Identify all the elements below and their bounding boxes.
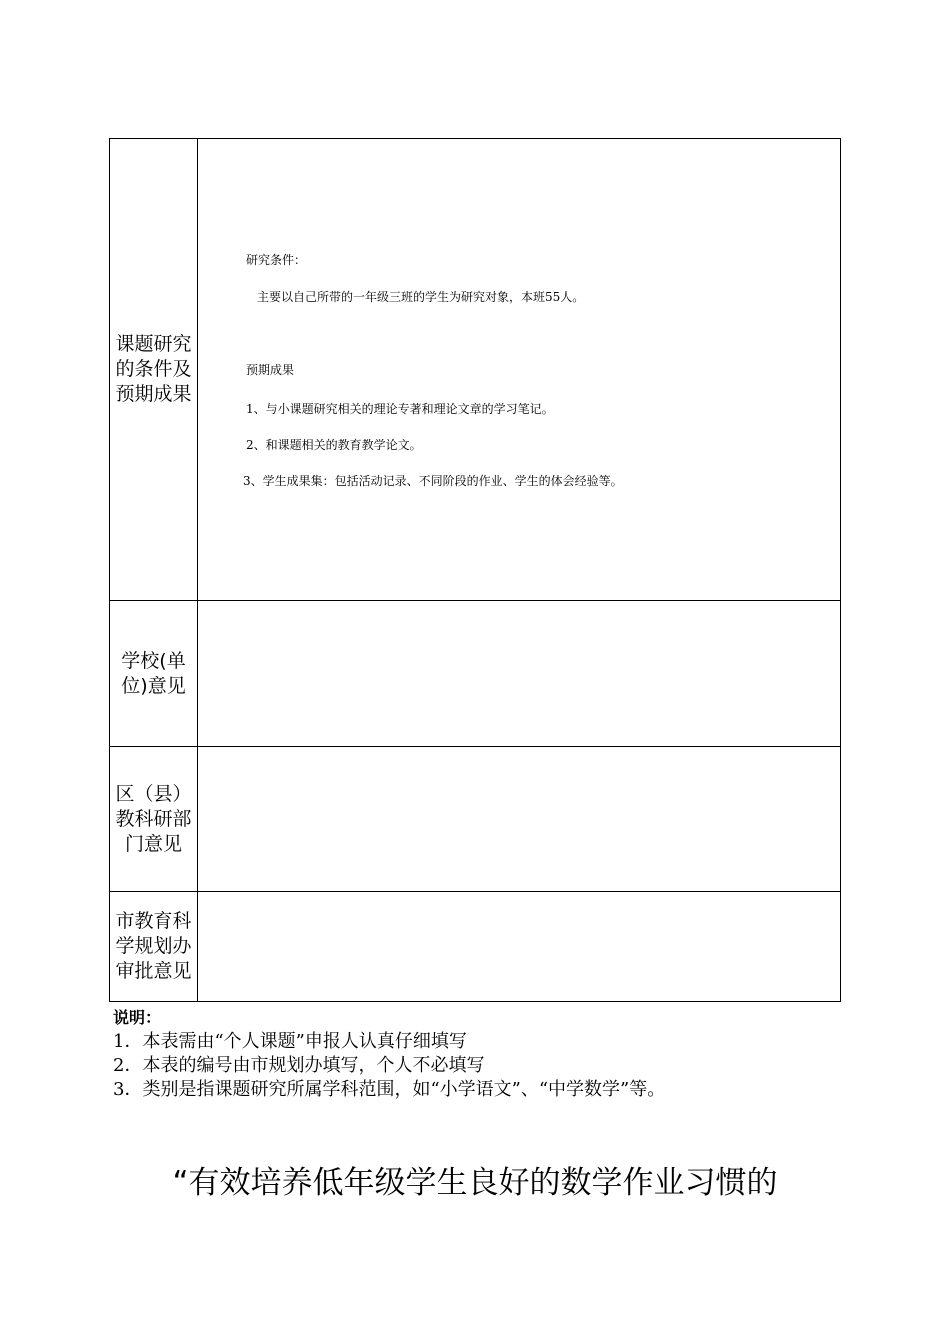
city-approval-cell[interactable] bbox=[198, 892, 840, 1001]
outcomes-heading: 预期成果 bbox=[246, 363, 295, 377]
instructions-notes bbox=[113, 1006, 665, 1102]
conditions-outcomes-cell[interactable] bbox=[198, 139, 840, 600]
school-opinion-cell[interactable] bbox=[198, 601, 840, 746]
outcome-item: 3、学生成果集：包括活动记录、不同阶段的作业、学生的体会经验等。 bbox=[243, 474, 623, 488]
row-city-approval bbox=[110, 892, 840, 1001]
conditions-heading: 研究条件： bbox=[246, 253, 307, 267]
outcome-item: 1、与小课题研究相关的理论专著和理论文章的学习笔记。 bbox=[246, 402, 554, 416]
conditions-text: 主要以自己所带的一年级三班的学生为研究对象，本班55人。 bbox=[257, 290, 585, 304]
district-opinion-cell[interactable] bbox=[198, 747, 840, 891]
note-item: 2．本表的编号由市规划办填写，个人不必填写 bbox=[113, 1055, 485, 1076]
outcome-item: 2、和课题相关的教育教学论文。 bbox=[246, 438, 422, 452]
row-school-opinion bbox=[110, 601, 840, 747]
application-form-table bbox=[109, 138, 841, 1002]
row-label-school: 学校(单位)意见 bbox=[110, 601, 198, 746]
row-label-district: 区（县）教科研部门意见 bbox=[110, 747, 198, 891]
row-district-opinion bbox=[110, 747, 840, 892]
note-item: 3．类别是指课题研究所属学科范围，如“小学语文”、“中学数学”等。 bbox=[113, 1079, 666, 1100]
row-label-city: 市教育科学规划办审批意见 bbox=[110, 892, 198, 1001]
notes-heading: 说明： bbox=[113, 1008, 162, 1027]
row-conditions-outcomes bbox=[110, 139, 840, 601]
note-item: 1．本表需由“个人课题”申报人认真仔细填写 bbox=[113, 1031, 467, 1052]
next-section-title: “有效培养低年级学生良好的数学作业习惯的 bbox=[172, 1165, 778, 1201]
row-label-conditions: 课题研究的条件及预期成果 bbox=[110, 139, 198, 600]
